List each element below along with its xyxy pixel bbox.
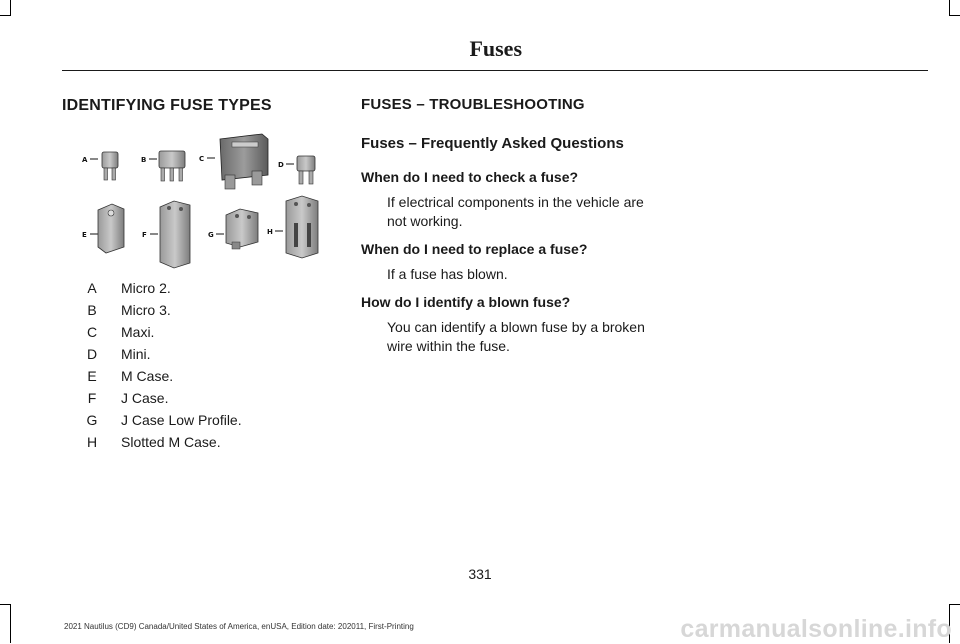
fuse-letter: A [87,280,97,296]
fuse-h-slotted-m-case [286,196,318,258]
figure-label-c: C [199,155,205,163]
fuse-b-micro3 [159,151,185,181]
figure-label-b: B [141,156,147,164]
faq-answer: If electrical components in the vehicle are not working. [387,194,644,229]
fuse-description: M Case. [121,368,174,384]
crop-mark-top-right-v [949,0,950,16]
fuse-description: Micro 2. [121,280,171,296]
figure-label-e: E [82,231,87,239]
fuse-type-list [84,277,242,453]
fuse-description: Mini. [121,346,151,362]
faq-question: When do I need to replace a fuse? [361,241,588,257]
crop-mark-bottom-right-h [949,604,960,605]
fuse-description: Micro 3. [121,302,171,318]
list-item [84,277,242,299]
fuse-letter: C [86,324,98,340]
footer-edition-info: 2021 Nautilus (CD9) Canada/United States of America, enUSA, Edition date: 202011, First-Printing [64,622,414,631]
faq-answer: If a fuse has blown. [387,266,508,282]
troubleshooting-section [361,96,645,366]
section-heading-fuse-types: IDENTIFYING FUSE TYPES [62,97,272,114]
fuse-letter: F [87,390,97,406]
fuse-f-j-case [160,201,190,268]
crop-mark-bottom-left-v [10,604,11,643]
section-heading-troubleshooting: FUSES – TROUBLESHOOTING [361,96,585,113]
figure-label-d: D [278,161,284,169]
header-divider [62,70,928,71]
figure-label-h: H [267,228,273,236]
crop-mark-top-right-h [949,15,960,16]
fuse-letter: D [86,346,98,362]
fuse-e-m-case [98,204,124,253]
fuse-g-j-case-low-profile [226,209,258,249]
page-number: 331 [468,566,492,582]
list-item [84,321,242,343]
fuse-letter: G [86,412,98,428]
fuse-d-mini [297,156,315,184]
list-item [84,299,242,321]
faq-question: How do I identify a blown fuse? [361,294,571,310]
figure-label-a: A [82,156,88,164]
page-title: Fuses [469,36,522,61]
faq-answer: You can identify a blown fuse by a broken wire within the fuse. [387,319,645,354]
crop-mark-top-left-v [10,0,11,16]
crop-mark-bottom-left-h [0,604,11,605]
faq-question: When do I need to check a fuse? [361,169,579,185]
fuse-description: J Case Low Profile. [121,412,242,428]
crop-mark-top-left-h [0,15,11,16]
fuse-description: J Case. [121,390,169,406]
fuse-c-maxi [220,134,268,189]
fuse-letter: B [87,302,97,318]
fuse-description: Maxi. [121,324,155,340]
list-item [84,387,242,409]
fuse-types-illustration [62,125,332,270]
fuse-description: Slotted M Case. [121,434,221,450]
list-item [84,365,242,387]
watermark: carmanualsonline.info [680,615,952,643]
list-item [84,343,242,365]
list-item [84,409,242,431]
fuse-letter: H [86,434,98,450]
fuse-letter: E [87,368,97,384]
list-item [84,431,242,453]
fuse-a-micro2 [102,152,118,180]
faq-heading: Fuses – Frequently Asked Questions [361,135,624,152]
figure-label-g: G [208,231,214,239]
figure-label-f: F [142,231,147,239]
